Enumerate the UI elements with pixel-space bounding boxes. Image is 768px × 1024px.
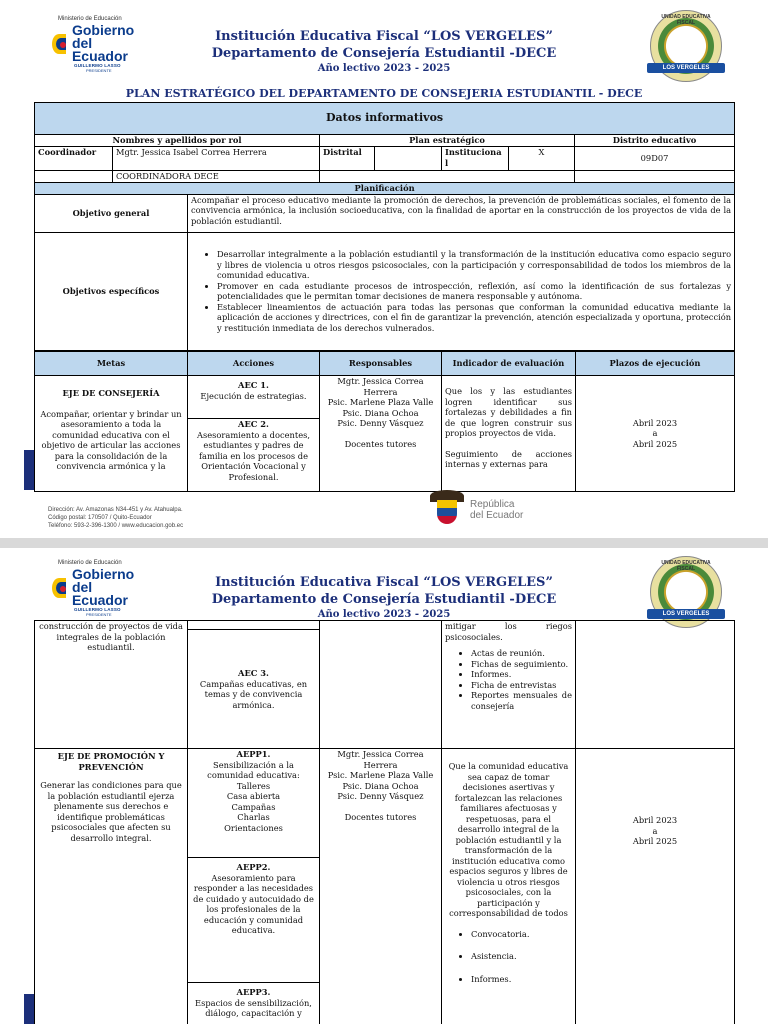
axis1-meta-cont: construcción de proyectos de vida integrales de la población estudiantil.: [35, 621, 188, 749]
institution-title: Institución Educativa Fiscal “LOS VERGELES”: [215, 29, 553, 44]
axis1-title: EJE DE CONSEJERÍA: [62, 388, 160, 398]
gob-line2: del Ecuador: [71, 579, 128, 608]
gob-line1: Gobierno: [71, 22, 135, 38]
aepp1-line: Orientaciones: [224, 822, 283, 833]
school-year: Año lectivo 2023 - 2025: [317, 63, 451, 74]
info-section-title: Datos informativos: [35, 103, 735, 135]
axis2-responsables: [320, 749, 442, 1024]
aec1-code: AEC 1.: [238, 380, 269, 390]
indicator-list-item: • Informes.: [471, 669, 572, 680]
col-metas: Metas: [35, 352, 188, 376]
page-2: [0, 548, 768, 1024]
aepp1-cell: [188, 749, 320, 858]
seal-ribbon-text: LOS VERGELES: [647, 609, 725, 619]
indicator-text: mitigar los riegos psicosociales.: [445, 621, 572, 642]
indicator-text: Que los y las estudiantes logren identificar sus fortalezas y debilidades a fin de que logren construir sus propios proyectos de vida.: [445, 386, 572, 438]
school-year: Año lectivo 2023 - 2025: [317, 609, 451, 620]
plan-title: PLAN ESTRATÉGICO DEL DEPARTAMENTO DE CONSEJERIA ESTUDIANTIL - DECE: [125, 87, 643, 100]
gob-president-title: PRESIDENTE: [86, 68, 112, 73]
seal-top-text: UNIDAD EDUCATIVA FISCAL: [661, 14, 711, 26]
aepp1-line: Talleres: [236, 780, 271, 791]
school-seal-icon: [650, 556, 722, 628]
institucional-label: Instituciona l: [442, 147, 509, 171]
axis2-title: EJE DE PROMOCIÓN Y PREVENCIÓN: [57, 751, 165, 772]
institucional-mark: X: [509, 147, 575, 171]
edge-bar: [24, 994, 34, 1024]
col-names-header: Nombres y apellidos por rol: [35, 135, 320, 147]
resp-extra: Docentes tutores: [344, 438, 417, 449]
page-header: [150, 28, 618, 75]
edge-bar: [24, 450, 34, 490]
specific-objective-item: • Establecer lineamientos de actuación para todas las personas que conforman la comunidad educativa mediante la aplicación de acciones y directrices, con el fin de garantizar la prevención, atención especializada y oportuna, protección y restitución inmediata de los derechos vulnerados.: [217, 302, 731, 334]
footer-line: Código postal: 170507 / Quito-Ecuador: [48, 515, 152, 521]
resp-extra: Docentes tutores: [344, 811, 417, 822]
axis2-indicator: [442, 749, 576, 1024]
resp-name: Mgtr. Jessica Correa Herrera: [337, 749, 424, 770]
aec3-code: AEC 3.: [238, 668, 269, 678]
gobierno-mark-icon: [52, 32, 70, 56]
empty-cell: [320, 171, 575, 183]
gob-president-title: PRESIDENTE: [86, 612, 112, 617]
aec1-text: Ejecución de estrategias.: [200, 390, 307, 401]
role-coordinator: Coordinador: [35, 147, 113, 171]
plazo-sep: a: [652, 428, 658, 439]
resp-name: Psic. Denny Vásquez: [337, 418, 424, 428]
resp-name: Psic. Diana Ochoa: [342, 780, 419, 791]
aec2-code: AEC 2.: [238, 419, 269, 429]
col-acciones: Acciones: [188, 352, 320, 376]
plan-table-1: [34, 102, 735, 351]
distrital-value: [375, 147, 442, 171]
plazo-sep: a: [652, 825, 658, 836]
aepp2-text: Asesoramiento para responder a las necesidades de cuidado y autocuidado de los profesionales de la educación y comunidad educativa.: [193, 872, 314, 935]
indicator-list-item: • Asistencia.: [471, 951, 572, 962]
aec3-text: Campañas educativas, en temas y de convivencia armónica.: [199, 678, 308, 710]
aepp3-text: Espacios de sensibilización, diálogo, capacitación y: [195, 997, 312, 1018]
aec1-cell: [188, 376, 320, 419]
rep-line1: República: [470, 499, 515, 510]
actions-table-2: [34, 620, 735, 1024]
axis2-meta: [35, 749, 188, 1024]
axis1-plazo: [576, 376, 735, 492]
plazo-start: Abril 2023: [632, 815, 678, 825]
aepp1-code: AEPP1.: [236, 749, 271, 759]
axis2-plazo: [576, 749, 735, 1024]
page-gap: [0, 538, 768, 548]
aepp1-line: Sensibilización a la comunidad educativa:: [207, 759, 300, 780]
coat-of-arms-icon: [430, 490, 464, 530]
seal-ribbon-text: LOS VERGELES: [647, 63, 725, 73]
aepp3-code: AEPP3.: [236, 987, 271, 997]
footer-line: Teléfono: 593-2-396-1300 / www.educacion.gob.ec: [48, 523, 184, 529]
specific-objectives-label: Objetivos específicos: [35, 232, 188, 350]
institution-title: Institución Educativa Fiscal “LOS VERGELES”: [215, 575, 553, 590]
plazo-end: Abril 2025: [632, 438, 678, 449]
aepp1-line: Casa abierta: [226, 791, 281, 801]
actions-table-1: [34, 351, 735, 492]
general-objective-text: Acompañar el proceso educativo mediante la promoción de derechos, la prevención de problemáticas sociales, el fomento de la convivencia armónica, la inclusión socioeducativa, con la finalidad de aportar en la construcción de los proyectos de vida de la población estudiantil.: [188, 194, 735, 232]
department-title: Departamento de Consejería Estudiantil -DECE: [211, 46, 557, 61]
plazo-end: Abril 2025: [632, 836, 678, 846]
axis1-text: Acompañar, orientar y brindar un asesoramiento a toda la comunidad educativa con el objetivo de articular las acciones para la consolidación de la convivencia armónica y la: [40, 408, 182, 471]
resp-name: Mgtr. Jessica Correa Herrera: [337, 376, 424, 397]
specific-objectives-list: [188, 232, 735, 350]
resp-name: Psic. Marlene Plaza Valle: [327, 770, 434, 780]
indicator-list-item: • Informes.: [471, 974, 572, 985]
district-code: 09D07: [575, 147, 735, 171]
indicator-list-item: • Reportes mensuales de consejería: [471, 690, 572, 711]
gob-line1: Gobierno: [71, 566, 135, 582]
indicator-list-item: • Convocatoria.: [471, 929, 572, 940]
axis1-indicator-cont: [442, 621, 576, 749]
resp-name: Psic. Diana Ochoa: [342, 407, 419, 418]
aepp3-cell: [188, 983, 320, 1024]
gobierno-logo: [52, 16, 152, 73]
footer-address: [48, 506, 183, 530]
specific-objective-item: • Promover en cada estudiante procesos de introspección, reflexión, así como la identificación de sus fortalezas y potencialidades que le permitan tomar decisiones de manera responsable y autónoma.: [217, 281, 731, 302]
gobierno-mark-icon: [52, 576, 70, 600]
ministry-label: Ministerio de Educación: [58, 16, 122, 22]
aepp2-code: AEPP2.: [236, 862, 271, 872]
coordinator-name: Mgtr. Jessica Isabel Correa Herrera: [113, 147, 320, 171]
page-header: [150, 574, 618, 621]
planning-title: Planificación: [35, 183, 735, 195]
aepp1-line: Charlas: [237, 812, 270, 822]
gobierno-logo: [52, 560, 152, 617]
aepp1-line: Campañas: [231, 801, 276, 812]
resp-name: Psic. Denny Vásquez: [337, 791, 424, 801]
indicator-text: Seguimiento de acciones internas y externas para: [445, 448, 572, 469]
axis1-indicator: [442, 376, 576, 492]
coordinator-title: COORDINADORA DECE: [113, 171, 320, 183]
department-title: Departamento de Consejería Estudiantil -DECE: [211, 592, 557, 607]
school-seal-icon: [650, 10, 722, 82]
indicator-list-item: • Actas de reunión.: [471, 648, 572, 659]
empty-cell: [188, 621, 320, 630]
resp-name: Psic. Marlene Plaza Valle: [327, 397, 434, 407]
empty-cell: [320, 621, 442, 749]
col-responsables: Responsables: [320, 352, 442, 376]
footer-line: Dirección: Av. Amazonas N34-451 y Av. Atahualpa.: [48, 507, 183, 513]
aepp2-cell: [188, 858, 320, 983]
indicator-text: Que la comunidad educativa sea capaz de tomar decisiones asertivas y fortalezcan las relaciones familiares afectuosas y respetuosas, para el desarrollo integral de la población estudiantil y la transformación de la institución educativa como espacios seguros y libres de violencia u otros riesgos psicosociales, con la participación y corresponsabilidad de todos: [448, 761, 569, 918]
axis1-meta: [35, 376, 188, 492]
gob-line2: del Ecuador: [71, 35, 128, 64]
gob-president: GUILLERMO LASSO: [74, 607, 121, 612]
seal-top-text: UNIDAD EDUCATIVA FISCAL: [661, 560, 711, 572]
axis1-responsables: [320, 376, 442, 492]
col-plazos: Plazos de ejecución: [576, 352, 735, 376]
col-plan-header: Plan estratégico: [320, 135, 575, 147]
empty-cell: [576, 621, 735, 749]
aec2-text: Asesoramiento a docentes, estudiantes y padres de familia en los procesos de Orientación Vocacional y Profesional.: [197, 429, 310, 482]
general-objective-label: Objetivo general: [35, 194, 188, 232]
col-indicador: Indicador de evaluación: [442, 352, 576, 376]
ministry-label: Ministerio de Educación: [58, 560, 122, 566]
empty-cell: [35, 171, 113, 183]
republica-logo: [430, 490, 523, 530]
indicator-list-item: • Fichas de seguimiento.: [471, 659, 572, 670]
specific-objective-item: • Desarrollar integralmente a la población estudiantil y la transformación de la institución educativa como espacio seguro y libres de violencia u otros riesgos psicosociales, con la participación y corresponsabilidad de todos los miembros de la comunidad educativa.: [217, 249, 731, 281]
col-district-header: Distrito educativo: [575, 135, 735, 147]
aec2-cell: [188, 419, 320, 492]
gob-president: GUILLERMO LASSO: [74, 63, 121, 68]
indicator-list-item: • Ficha de entrevistas: [471, 680, 572, 691]
aec3-cell: [188, 630, 320, 749]
rep-line2: del Ecuador: [470, 510, 524, 521]
axis2-text: Generar las condiciones para que la población estudiantil ejerza plenamente sus derechos e identifique problemáticas psicosociales que afecten su desarrollo integral.: [40, 780, 182, 843]
empty-cell: [575, 171, 735, 183]
distrital-label: Distrital: [320, 147, 375, 171]
plazo-start: Abril 2023: [632, 417, 678, 428]
